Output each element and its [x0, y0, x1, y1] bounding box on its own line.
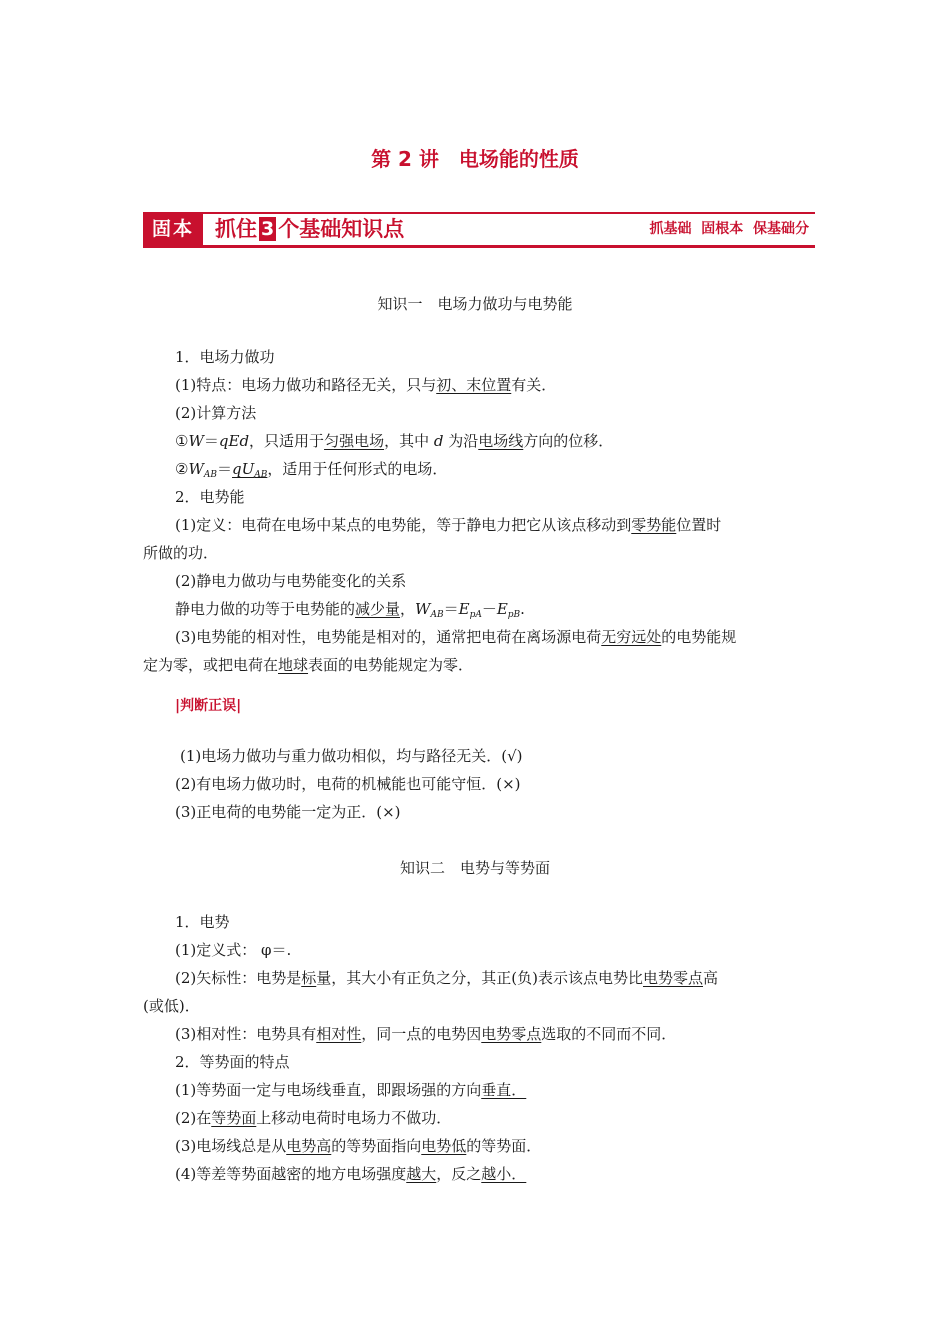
text-run: 上移动电荷时电场力不做功．	[256, 1109, 452, 1127]
math-var: W	[415, 600, 431, 618]
math-sub: AB	[254, 470, 268, 480]
math-var: W	[188, 432, 204, 450]
answer-blank: 电势高	[286, 1137, 332, 1155]
math-sub: pB	[507, 610, 521, 620]
s2-relativity	[175, 626, 736, 648]
s2-def	[175, 514, 721, 536]
p2-item2	[175, 1107, 451, 1129]
p1-vec-line2: (或低)．	[143, 997, 200, 1015]
answer-blank: 电势低	[421, 1137, 467, 1155]
s2-heading: 2．电势能	[175, 488, 245, 506]
banner-heading-pre: 抓住	[215, 217, 257, 241]
text-run: ＝	[217, 460, 233, 478]
p2-item3	[175, 1135, 541, 1157]
answer-blank: 越小．	[481, 1165, 527, 1183]
text-run: (1)等势面一定与电场线垂直，即跟场强的方向	[175, 1081, 482, 1099]
banner-bottom-rule	[143, 245, 815, 248]
answer-blank: 减少量	[355, 600, 401, 618]
p1-heading: 1．电势	[175, 913, 230, 931]
text-run: ，	[400, 600, 416, 618]
s1-heading: 1．电场力做功	[175, 348, 275, 366]
p2-heading: 2．等势面的特点	[175, 1053, 290, 1071]
text-run: 高	[703, 969, 719, 987]
banner-slogan: 抓基础 固根本 保基础分	[649, 221, 809, 237]
text-run: ，只适用于	[249, 432, 325, 450]
text-run: (3)电势能的相对性，电势能是相对的，通常把电荷在离场源电荷	[175, 628, 602, 646]
judge-item: (2)有电场力做功时，电荷的机械能也可能守恒．(×)	[175, 775, 521, 793]
text-run: (1)定义：电荷在电场中某点的电势能，等于静电力把它从该点移动到	[175, 516, 632, 534]
text-run: －	[481, 600, 497, 618]
text-run: ②	[175, 460, 189, 478]
text-run: 表面的电势能规定为零．	[308, 656, 474, 674]
answer-blank: 零势能	[631, 516, 677, 534]
answer-blank: 电势零点	[481, 1025, 542, 1043]
math-sub: AB	[430, 610, 444, 620]
text-run: 的等势面指向	[331, 1137, 422, 1155]
answer-blank: 电场线	[478, 432, 524, 450]
s1-calc: (2)计算方法	[175, 404, 257, 422]
text-run: 的等势面．	[466, 1137, 542, 1155]
s2-rel: (2)静电力做功与电势能变化的关系	[175, 572, 407, 590]
answer-blank: 越大	[406, 1165, 437, 1183]
judge-label: |判断正误|	[175, 698, 242, 714]
math-var: W	[188, 460, 204, 478]
text-run: ，同一点的电势因	[361, 1025, 482, 1043]
text-run: 量，其大小有正负之分，其正(负)表示该点电势比	[316, 969, 643, 987]
text-run: 的电势能规	[661, 628, 737, 646]
text-run: .	[520, 600, 525, 618]
math-sub: AB	[203, 470, 217, 480]
text-run: ，反之	[436, 1165, 482, 1183]
text-run: 定为零，或把电荷在	[143, 656, 279, 674]
answer-blank: 地球	[278, 656, 309, 674]
text-run: ，其中	[384, 432, 434, 450]
answer-blank: 匀强电场	[324, 432, 385, 450]
answer-blank: 无穷远处	[601, 628, 662, 646]
section2-title: 知识二 电势与等势面	[399, 859, 550, 877]
answer-blank: 初、末位置	[436, 376, 512, 394]
p1-def: (1)定义式： φ＝.	[175, 941, 292, 959]
s2-rel2	[175, 598, 525, 626]
answer-blank: 相对性	[316, 1025, 362, 1043]
text-run: ＝	[443, 600, 459, 618]
math-var: qU	[232, 460, 255, 478]
banner-heading	[215, 214, 404, 245]
s1-formula1	[175, 430, 613, 452]
banner-tag: 固本	[143, 214, 203, 245]
p2-item4	[175, 1163, 526, 1185]
s2-relativity-line2	[143, 654, 473, 676]
text-run: (4)等差等势面越密的地方电场强度	[175, 1165, 407, 1183]
p1-vec	[175, 967, 718, 989]
text-run: (2)矢标性：电势是	[175, 969, 302, 987]
math-sub: pA	[469, 610, 482, 620]
math-var: E	[458, 600, 470, 618]
math-var: qEd	[218, 432, 250, 450]
text-run: ，适用于任何形式的电场．	[267, 460, 448, 478]
text-run: (3)相对性：电势具有	[175, 1025, 317, 1043]
answer-blank: 电势零点	[642, 969, 703, 987]
text-run: 有关．	[511, 376, 557, 394]
page-title: 第 2 讲 电场能的性质	[371, 147, 579, 171]
s1-feature	[175, 374, 556, 396]
answer-blank	[232, 460, 267, 478]
judge-item: (1)电场力做功与重力做功相似，均与路径无关．(√)	[180, 747, 523, 765]
section1-title: 知识一 电场力做功与电势能	[377, 295, 573, 313]
banner-heading-number: 3	[261, 218, 275, 240]
text-run: (1)特点：电场力做功和路径无关，只与	[175, 376, 437, 394]
math-var: d	[433, 432, 444, 450]
answer-blank: 标	[301, 969, 317, 987]
text-run: (2)在	[175, 1109, 212, 1127]
text-run: ①	[175, 432, 189, 450]
text-run: 位置时	[676, 516, 722, 534]
p2-item1	[175, 1079, 526, 1101]
text-run: 为沿	[443, 432, 479, 450]
judge-item: (3)正电荷的电势能一定为正．(×)	[175, 803, 401, 821]
text-run: ＝	[203, 432, 219, 450]
p1-rel	[175, 1023, 676, 1045]
section-banner	[143, 212, 815, 249]
text-run: (3)电场线总是从	[175, 1137, 287, 1155]
math-var: E	[496, 600, 508, 618]
s2-def-line2: 所做的功．	[143, 544, 219, 562]
text-run: 选取的不同而不同．	[541, 1025, 677, 1043]
answer-blank: 垂直．	[481, 1081, 527, 1099]
s1-formula2	[175, 458, 447, 486]
banner-heading-post: 个基础知识点	[278, 217, 405, 241]
text-run: 方向的位移．	[523, 432, 614, 450]
text-run: 静电力做的功等于电势能的	[175, 600, 356, 618]
answer-blank: 等势面	[211, 1109, 257, 1127]
